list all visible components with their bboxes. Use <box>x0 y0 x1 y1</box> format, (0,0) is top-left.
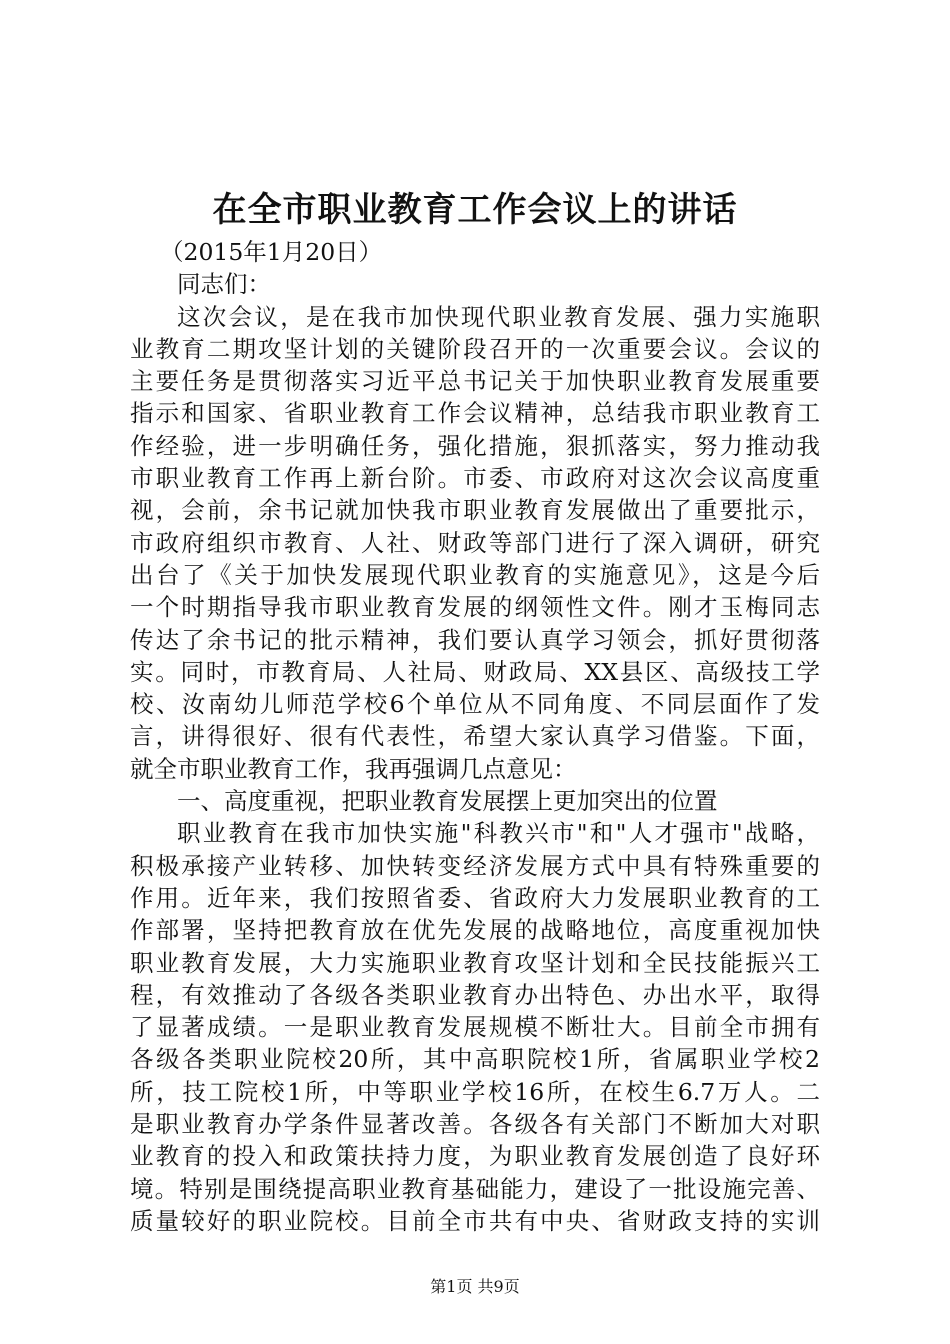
paragraph-line: 主要任务是贯彻落实习近平总书记关于加快职业教育发展重要 <box>130 367 820 396</box>
paragraph-line: 就全市职业教育工作，我再强调几点意见： <box>130 754 577 783</box>
page-number: 第1页 共9页 <box>430 1277 520 1296</box>
paragraph-line: 一个时期指导我市职业教育发展的纲领性文件。刚才玉梅同志 <box>130 593 820 622</box>
paragraph-line: 质量较好的职业院校。目前全市共有中央、省财政支持的实训 <box>130 1206 820 1235</box>
paragraph-line: 了显著成绩。一是职业教育发展规模不断壮大。目前全市拥有 <box>130 1013 820 1042</box>
paragraph-line: 业教育二期攻坚计划的关键阶段召开的一次重要会议。会议的 <box>130 334 820 363</box>
section-heading-1: 一、高度重视，把职业教育发展摆上更加突出的位置 <box>177 787 718 816</box>
paragraph-line: 这次会议，是在我市加快现代职业教育发展、强力实施职 <box>177 302 820 331</box>
paragraph-line: 境。特别是围绕提高职业教育基础能力，建设了一批设施完善、 <box>130 1174 820 1203</box>
paragraph-line: 市政府组织市教育、人社、财政等部门进行了深入调研，研究 <box>130 528 820 557</box>
speech-date: （2015年1月20日） <box>160 238 383 266</box>
paragraph-1 <box>130 301 820 785</box>
salutation: 同志们： <box>177 270 271 299</box>
paragraph-line: 市职业教育工作再上新台阶。市委、市政府对这次会议高度重 <box>130 464 820 493</box>
paragraph-line: 职业教育在我市加快实施"科教兴市"和"人才强市"战略， <box>177 819 820 848</box>
paragraph-line: 积极承接产业转移、加快转变经济发展方式中具有特殊重要的 <box>130 851 820 880</box>
document-title: 在全市职业教育工作会议上的讲话 <box>212 190 738 230</box>
paragraph-line: 业教育的投入和政策扶持力度，为职业教育发展创造了良好环 <box>130 1142 820 1171</box>
paragraph-2 <box>130 817 820 1237</box>
paragraph-line: 程，有效推动了各级各类职业教育办出特色、办出水平，取得 <box>130 980 820 1009</box>
paragraph-line: 传达了余书记的批示精神，我们要认真学习领会，抓好贯彻落 <box>130 625 820 654</box>
paragraph-line: 言，讲得很好、很有代表性，希望大家认真学习借鉴。下面， <box>130 722 820 751</box>
paragraph-line: 校、汝南幼儿师范学校6个单位从不同角度、不同层面作了发 <box>130 690 820 719</box>
paragraph-line: 作部署，坚持把教育放在优先发展的战略地位，高度重视加快 <box>130 916 820 945</box>
paragraph-line: 出台了《关于加快发展现代职业教育的实施意见》，这是今后 <box>130 560 820 589</box>
paragraph-line: 作经验，进一步明确任务，强化措施，狠抓落实，努力推动我 <box>130 431 820 460</box>
paragraph-line: 实。同时，市教育局、人社局、财政局、XX县区、高级技工学 <box>130 657 820 686</box>
paragraph-line: 职业教育发展，大力实施职业教育攻坚计划和全民技能振兴工 <box>130 948 820 977</box>
paragraph-line: 是职业教育办学条件显著改善。各级各有关部门不断加大对职 <box>130 1110 820 1139</box>
paragraph-line: 视，会前，余书记就加快我市职业教育发展做出了重要批示， <box>130 496 820 525</box>
paragraph-line: 各级各类职业院校20所，其中高职院校1所，省属职业学校2 <box>130 1045 820 1074</box>
paragraph-line: 作用。近年来，我们按照省委、省政府大力发展职业教育的工 <box>130 883 820 912</box>
paragraph-line: 指示和国家、省职业教育工作会议精神，总结我市职业教育工 <box>130 399 820 428</box>
document-body <box>130 236 820 1237</box>
paragraph-line: 所，技工院校1所，中等职业学校16所，在校生6.7万人。二 <box>130 1077 820 1106</box>
